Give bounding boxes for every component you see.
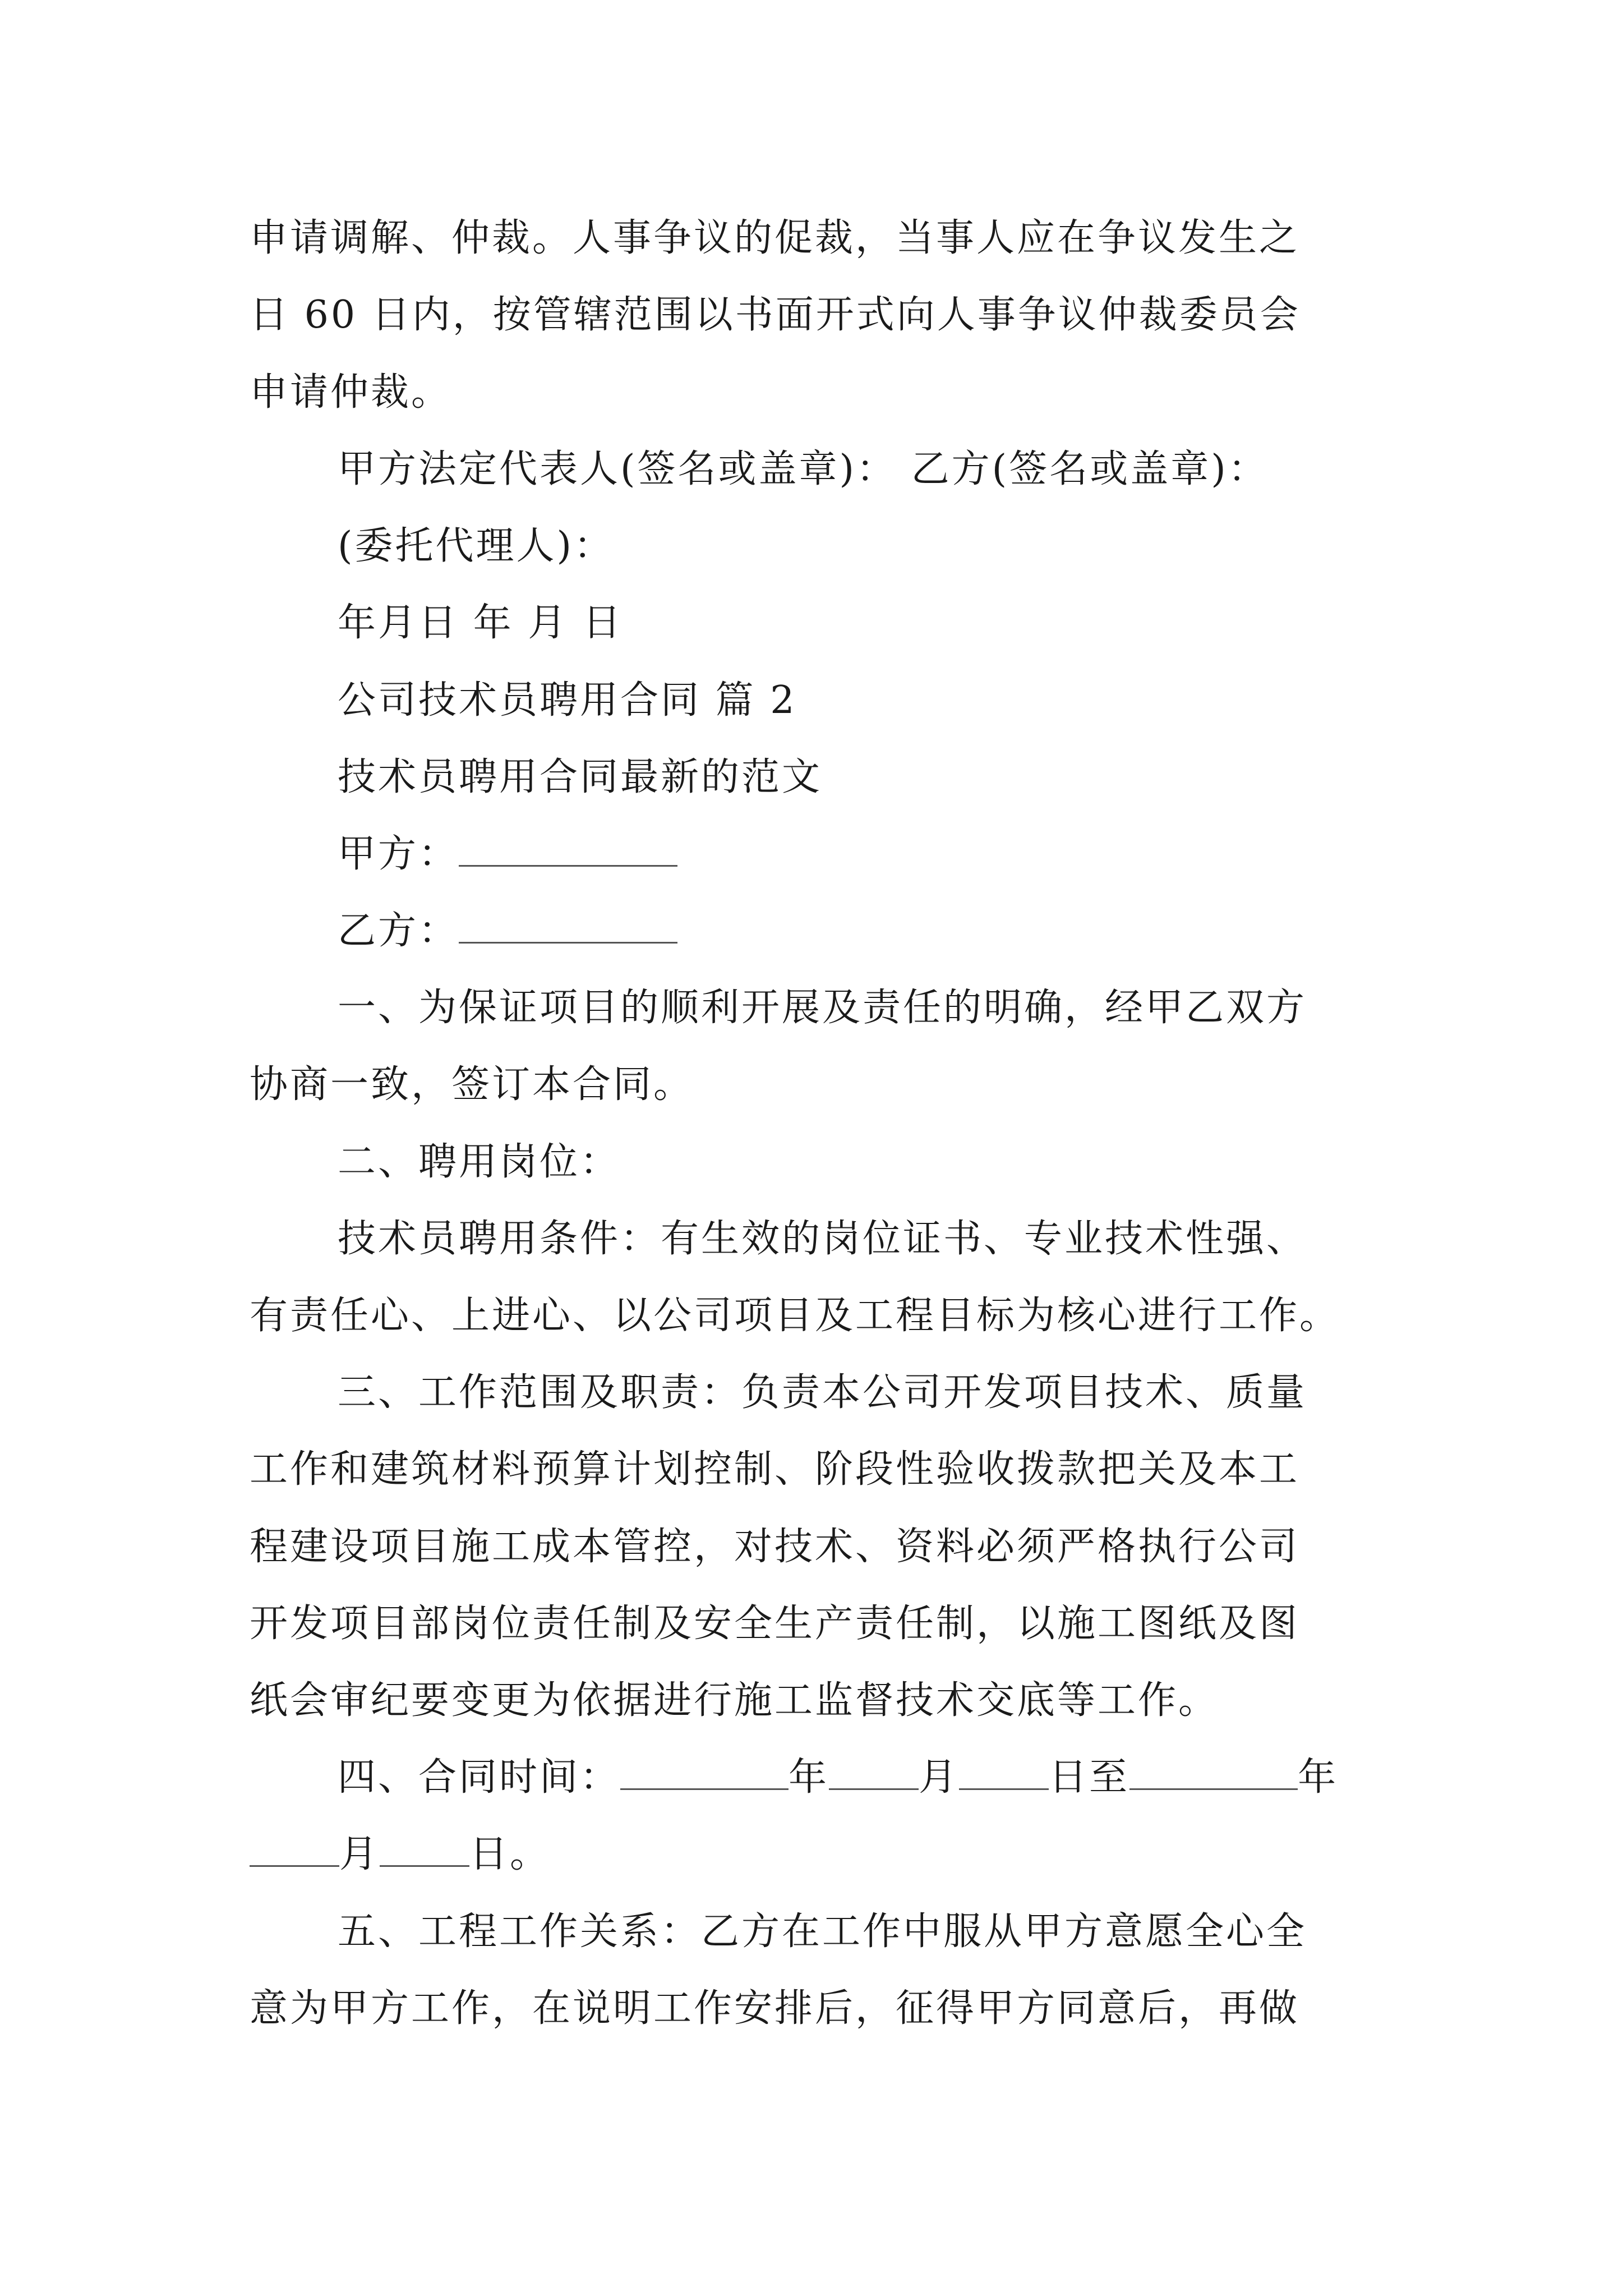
contract-period-line — [338, 1752, 1338, 1803]
text-line: 申请仲裁。 — [250, 370, 452, 415]
text-line: 日 60 日内，按管辖范围以书面开式向人事争议仲裁委员会 — [250, 293, 1301, 337]
start-day-blank — [959, 1754, 1049, 1790]
text-line: 工作和建筑材料预算计划控制、阶段性验收拨款把关及本工 — [250, 1447, 1300, 1492]
section-title: 公司技术员聘用合同 篇 2 — [338, 678, 797, 723]
text-line: 技术员聘用条件：有生效的岗位证书、专业技术性强、 — [338, 1217, 1307, 1261]
end-year-blank — [1129, 1754, 1298, 1790]
start-month-blank — [829, 1754, 919, 1790]
text-line: 协商一致，签订本合同。 — [250, 1062, 694, 1107]
text-line: (委托代理人)： — [338, 524, 615, 568]
year-label: 年 — [1298, 1755, 1339, 1800]
text-line: 三、工作范围及职责：负责本公司开发项目技术、质量 — [338, 1370, 1307, 1415]
text-line: 意为甲方工作，在说明工作安排后，征得甲方同意后，再做 — [250, 1986, 1300, 2031]
end-month-blank — [250, 1830, 339, 1867]
end-day-blank — [380, 1830, 469, 1867]
text-line: 五、工程工作关系：乙方在工作中服从甲方意愿全心全 — [338, 1910, 1307, 1954]
start-year-blank — [620, 1754, 789, 1790]
party-b-blank — [459, 907, 677, 944]
party-b-line — [338, 906, 677, 956]
month-label: 月 — [919, 1755, 960, 1800]
signature-line: 甲方法定代表人(签名或盖章)： 乙方(签名或盖章)： — [338, 447, 1269, 491]
text-line: 程建设项目施工成本管控，对技术、资料必须严格执行公司 — [250, 1525, 1300, 1569]
day-to-label: 日至 — [1049, 1755, 1130, 1800]
party-a-label: 甲方： — [338, 832, 459, 876]
text-line: 一、为保证项目的顺利开展及责任的明确，经甲乙双方 — [338, 986, 1307, 1030]
party-a-blank — [459, 830, 677, 867]
text-line: 二、聘用岗位： — [338, 1140, 621, 1184]
text-line: 开发项目部岗位责任制及安全生产责任制，以施工图纸及图 — [250, 1602, 1300, 1646]
party-b-label: 乙方： — [338, 909, 459, 953]
contract-period-label: 四、合同时间： — [338, 1755, 621, 1800]
text-line: 有责任心、上进心、以公司项目及工程目标为核心进行工作。 — [250, 1294, 1340, 1338]
text-line: 申请调解、仲裁。人事争议的促裁，当事人应在争议发生之 — [250, 216, 1300, 260]
document-title: 技术员聘用合同最新的范文 — [338, 755, 823, 799]
year-label: 年 — [789, 1755, 829, 1800]
month-label: 月 — [339, 1832, 380, 1876]
party-a-line — [338, 829, 677, 880]
text-line: 纸会审纪要变更为依据进行施工监督技术交底等工作。 — [250, 1678, 1219, 1723]
day-label: 日。 — [469, 1832, 551, 1876]
date-line: 年月日 年 月 日 — [338, 601, 623, 645]
contract-period-line-cont — [250, 1829, 550, 1880]
